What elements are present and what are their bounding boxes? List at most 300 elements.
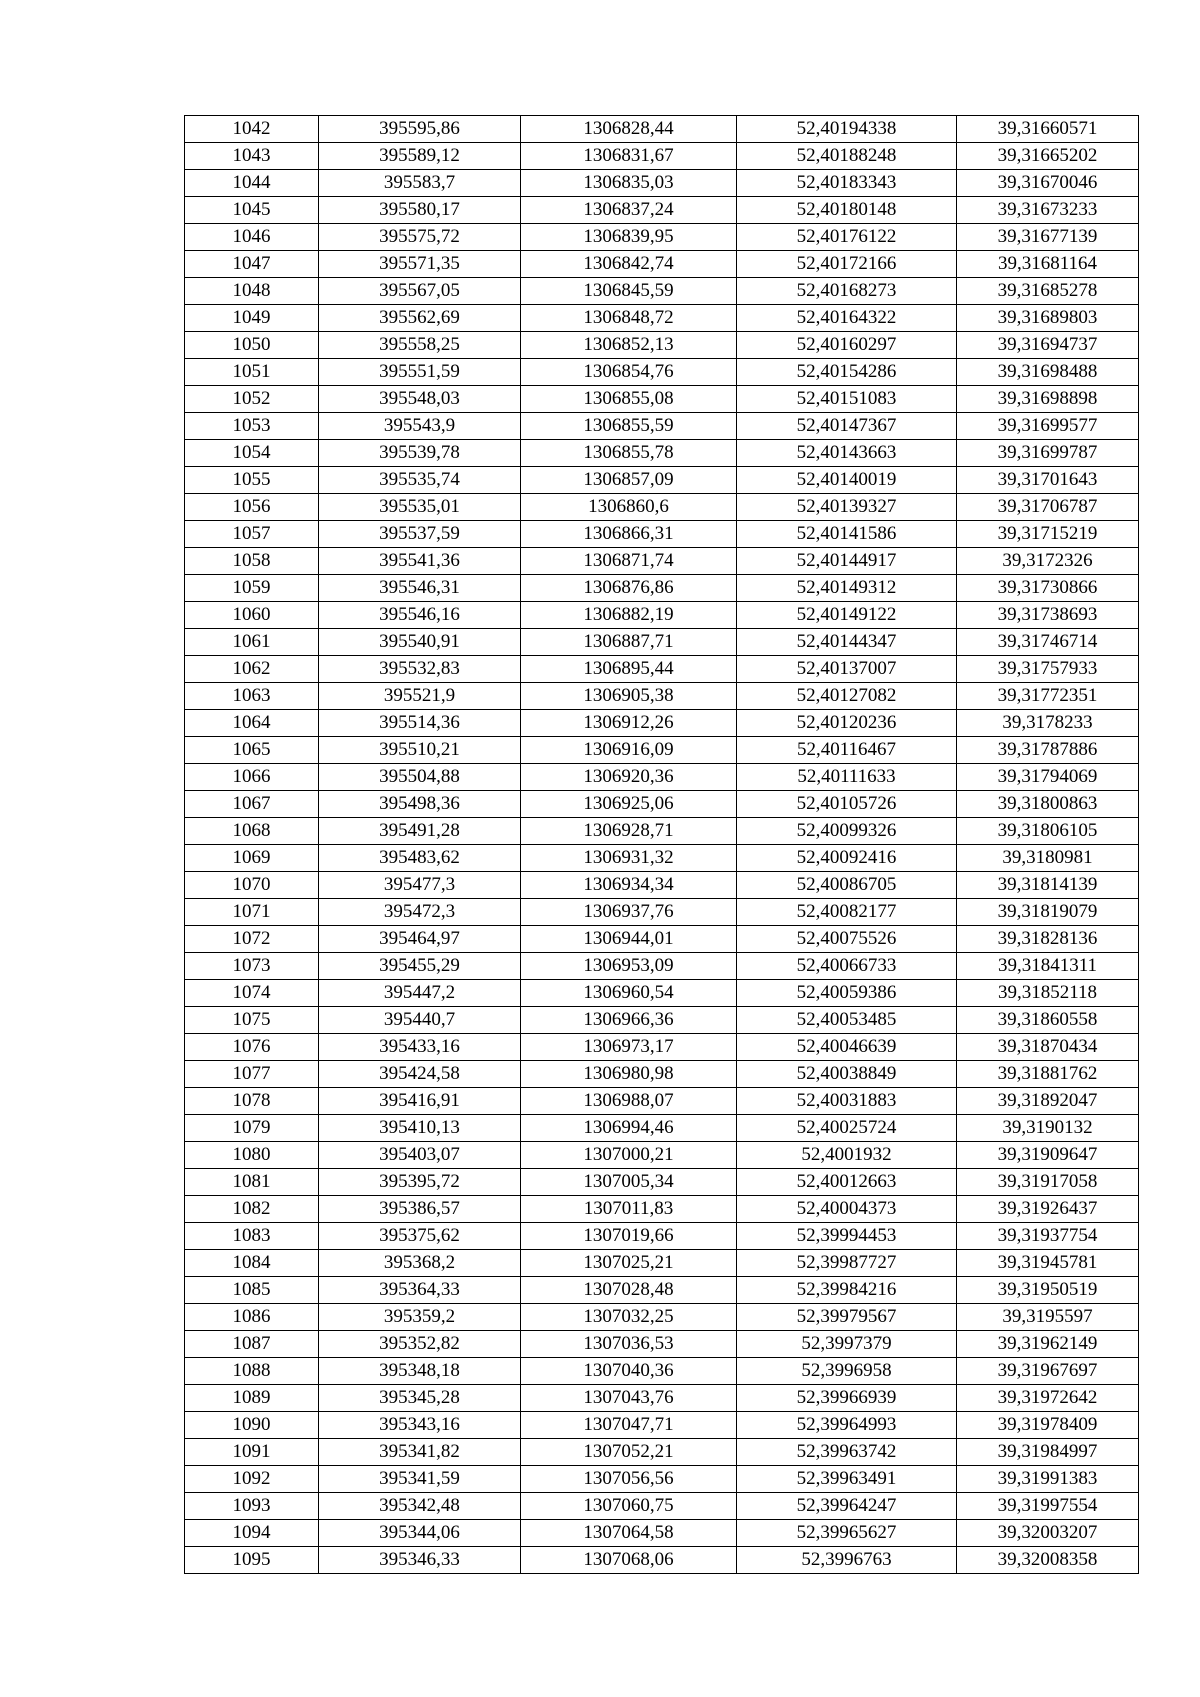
y-coordinate-cell: 1307000,21: [521, 1142, 737, 1169]
latitude-cell: 52,40105726: [737, 791, 957, 818]
longitude-cell: 39,31730866: [957, 575, 1139, 602]
latitude-cell: 52,40168273: [737, 278, 957, 305]
x-coordinate-cell: 395368,2: [319, 1250, 521, 1277]
point-number-cell: 1042: [185, 116, 319, 143]
point-number-cell: 1047: [185, 251, 319, 278]
longitude-cell: 39,31685278: [957, 278, 1139, 305]
latitude-cell: 52,40111633: [737, 764, 957, 791]
longitude-cell: 39,31660571: [957, 116, 1139, 143]
longitude-cell: 39,31892047: [957, 1088, 1139, 1115]
x-coordinate-cell: 395344,06: [319, 1520, 521, 1547]
longitude-cell: 39,31950519: [957, 1277, 1139, 1304]
longitude-cell: 39,31984997: [957, 1439, 1139, 1466]
longitude-cell: 39,31772351: [957, 683, 1139, 710]
latitude-cell: 52,40149312: [737, 575, 957, 602]
longitude-cell: 39,31757933: [957, 656, 1139, 683]
table-row: [185, 521, 1139, 548]
longitude-cell: 39,31701643: [957, 467, 1139, 494]
x-coordinate-cell: 395562,69: [319, 305, 521, 332]
y-coordinate-cell: 1306966,36: [521, 1007, 737, 1034]
longitude-cell: 39,31909647: [957, 1142, 1139, 1169]
longitude-cell: 39,31699787: [957, 440, 1139, 467]
table-row: [185, 791, 1139, 818]
latitude-cell: 52,39963491: [737, 1466, 957, 1493]
table-row: [185, 1412, 1139, 1439]
latitude-cell: 52,40140019: [737, 467, 957, 494]
table-row: [185, 116, 1139, 143]
x-coordinate-cell: 395595,86: [319, 116, 521, 143]
x-coordinate-cell: 395359,2: [319, 1304, 521, 1331]
table-row: [185, 575, 1139, 602]
table-row: [185, 170, 1139, 197]
latitude-cell: 52,40172166: [737, 251, 957, 278]
table-row: [185, 1358, 1139, 1385]
latitude-cell: 52,40120236: [737, 710, 957, 737]
table-row: [185, 737, 1139, 764]
x-coordinate-cell: 395583,7: [319, 170, 521, 197]
y-coordinate-cell: 1307005,34: [521, 1169, 737, 1196]
longitude-cell: 39,31673233: [957, 197, 1139, 224]
point-number-cell: 1077: [185, 1061, 319, 1088]
y-coordinate-cell: 1306960,54: [521, 980, 737, 1007]
table-row: [185, 1331, 1139, 1358]
latitude-cell: 52,40154286: [737, 359, 957, 386]
point-number-cell: 1053: [185, 413, 319, 440]
latitude-cell: 52,40144347: [737, 629, 957, 656]
longitude-cell: 39,31870434: [957, 1034, 1139, 1061]
y-coordinate-cell: 1306871,74: [521, 548, 737, 575]
latitude-cell: 52,40141586: [737, 521, 957, 548]
y-coordinate-cell: 1306953,09: [521, 953, 737, 980]
table-row: [185, 251, 1139, 278]
longitude-cell: 39,3178233: [957, 710, 1139, 737]
table-row: [185, 845, 1139, 872]
x-coordinate-cell: 395532,83: [319, 656, 521, 683]
table-row: [185, 683, 1139, 710]
longitude-cell: 39,32003207: [957, 1520, 1139, 1547]
latitude-cell: 52,40031883: [737, 1088, 957, 1115]
latitude-cell: 52,40194338: [737, 116, 957, 143]
x-coordinate-cell: 395510,21: [319, 737, 521, 764]
y-coordinate-cell: 1306912,26: [521, 710, 737, 737]
table-row: [185, 764, 1139, 791]
point-number-cell: 1044: [185, 170, 319, 197]
coordinates-table-body: [185, 116, 1139, 1574]
table-row: [185, 953, 1139, 980]
longitude-cell: 39,31997554: [957, 1493, 1139, 1520]
longitude-cell: 39,31917058: [957, 1169, 1139, 1196]
y-coordinate-cell: 1306937,76: [521, 899, 737, 926]
table-row: [185, 1223, 1139, 1250]
longitude-cell: 39,31699577: [957, 413, 1139, 440]
point-number-cell: 1080: [185, 1142, 319, 1169]
y-coordinate-cell: 1307040,36: [521, 1358, 737, 1385]
y-coordinate-cell: 1307047,71: [521, 1412, 737, 1439]
point-number-cell: 1068: [185, 818, 319, 845]
point-number-cell: 1061: [185, 629, 319, 656]
x-coordinate-cell: 395535,74: [319, 467, 521, 494]
latitude-cell: 52,40116467: [737, 737, 957, 764]
longitude-cell: 39,31800863: [957, 791, 1139, 818]
y-coordinate-cell: 1306973,17: [521, 1034, 737, 1061]
y-coordinate-cell: 1306855,59: [521, 413, 737, 440]
point-number-cell: 1083: [185, 1223, 319, 1250]
y-coordinate-cell: 1306848,72: [521, 305, 737, 332]
longitude-cell: 39,31715219: [957, 521, 1139, 548]
table-row: [185, 1493, 1139, 1520]
y-coordinate-cell: 1306845,59: [521, 278, 737, 305]
longitude-cell: 39,31681164: [957, 251, 1139, 278]
longitude-cell: 39,31670046: [957, 170, 1139, 197]
table-row: [185, 1547, 1139, 1574]
x-coordinate-cell: 395348,18: [319, 1358, 521, 1385]
longitude-cell: 39,31937754: [957, 1223, 1139, 1250]
x-coordinate-cell: 395345,28: [319, 1385, 521, 1412]
longitude-cell: 39,31841311: [957, 953, 1139, 980]
point-number-cell: 1066: [185, 764, 319, 791]
x-coordinate-cell: 395424,58: [319, 1061, 521, 1088]
latitude-cell: 52,40160297: [737, 332, 957, 359]
latitude-cell: 52,3997379: [737, 1331, 957, 1358]
longitude-cell: 39,3190132: [957, 1115, 1139, 1142]
point-number-cell: 1075: [185, 1007, 319, 1034]
latitude-cell: 52,40164322: [737, 305, 957, 332]
x-coordinate-cell: 395403,07: [319, 1142, 521, 1169]
table-row: [185, 656, 1139, 683]
y-coordinate-cell: 1306831,67: [521, 143, 737, 170]
y-coordinate-cell: 1306887,71: [521, 629, 737, 656]
longitude-cell: 39,31698488: [957, 359, 1139, 386]
x-coordinate-cell: 395341,82: [319, 1439, 521, 1466]
y-coordinate-cell: 1306994,46: [521, 1115, 737, 1142]
coordinates-table: [184, 115, 1139, 1574]
point-number-cell: 1076: [185, 1034, 319, 1061]
point-number-cell: 1088: [185, 1358, 319, 1385]
latitude-cell: 52,4001932: [737, 1142, 957, 1169]
x-coordinate-cell: 395541,36: [319, 548, 521, 575]
y-coordinate-cell: 1306839,95: [521, 224, 737, 251]
longitude-cell: 39,31814139: [957, 872, 1139, 899]
x-coordinate-cell: 395546,16: [319, 602, 521, 629]
y-coordinate-cell: 1307052,21: [521, 1439, 737, 1466]
x-coordinate-cell: 395543,9: [319, 413, 521, 440]
longitude-cell: 39,31746714: [957, 629, 1139, 656]
x-coordinate-cell: 395540,91: [319, 629, 521, 656]
longitude-cell: 39,31787886: [957, 737, 1139, 764]
y-coordinate-cell: 1306934,34: [521, 872, 737, 899]
x-coordinate-cell: 395346,33: [319, 1547, 521, 1574]
point-number-cell: 1059: [185, 575, 319, 602]
longitude-cell: 39,31698898: [957, 386, 1139, 413]
longitude-cell: 39,31860558: [957, 1007, 1139, 1034]
y-coordinate-cell: 1307025,21: [521, 1250, 737, 1277]
y-coordinate-cell: 1306920,36: [521, 764, 737, 791]
table-row: [185, 1169, 1139, 1196]
point-number-cell: 1045: [185, 197, 319, 224]
longitude-cell: 39,3172326: [957, 548, 1139, 575]
table-row: [185, 278, 1139, 305]
latitude-cell: 52,39964993: [737, 1412, 957, 1439]
table-row: [185, 980, 1139, 1007]
y-coordinate-cell: 1307019,66: [521, 1223, 737, 1250]
longitude-cell: 39,31967697: [957, 1358, 1139, 1385]
y-coordinate-cell: 1307060,75: [521, 1493, 737, 1520]
table-row: [185, 1034, 1139, 1061]
point-number-cell: 1049: [185, 305, 319, 332]
x-coordinate-cell: 395342,48: [319, 1493, 521, 1520]
latitude-cell: 52,39966939: [737, 1385, 957, 1412]
longitude-cell: 39,31694737: [957, 332, 1139, 359]
longitude-cell: 39,31677139: [957, 224, 1139, 251]
latitude-cell: 52,40038849: [737, 1061, 957, 1088]
latitude-cell: 52,40183343: [737, 170, 957, 197]
table-row: [185, 710, 1139, 737]
latitude-cell: 52,3996958: [737, 1358, 957, 1385]
table-row: [185, 386, 1139, 413]
point-number-cell: 1052: [185, 386, 319, 413]
y-coordinate-cell: 1306837,24: [521, 197, 737, 224]
point-number-cell: 1051: [185, 359, 319, 386]
latitude-cell: 52,39963742: [737, 1439, 957, 1466]
point-number-cell: 1079: [185, 1115, 319, 1142]
table-row: [185, 1007, 1139, 1034]
point-number-cell: 1086: [185, 1304, 319, 1331]
x-coordinate-cell: 395580,17: [319, 197, 521, 224]
x-coordinate-cell: 395352,82: [319, 1331, 521, 1358]
latitude-cell: 52,40151083: [737, 386, 957, 413]
longitude-cell: 39,32008358: [957, 1547, 1139, 1574]
x-coordinate-cell: 395498,36: [319, 791, 521, 818]
point-number-cell: 1070: [185, 872, 319, 899]
y-coordinate-cell: 1307028,48: [521, 1277, 737, 1304]
point-number-cell: 1062: [185, 656, 319, 683]
x-coordinate-cell: 395464,97: [319, 926, 521, 953]
point-number-cell: 1056: [185, 494, 319, 521]
longitude-cell: 39,31991383: [957, 1466, 1139, 1493]
longitude-cell: 39,3195597: [957, 1304, 1139, 1331]
point-number-cell: 1078: [185, 1088, 319, 1115]
point-number-cell: 1054: [185, 440, 319, 467]
point-number-cell: 1081: [185, 1169, 319, 1196]
y-coordinate-cell: 1306980,98: [521, 1061, 737, 1088]
y-coordinate-cell: 1307068,06: [521, 1547, 737, 1574]
table-row: [185, 413, 1139, 440]
longitude-cell: 39,31794069: [957, 764, 1139, 791]
x-coordinate-cell: 395341,59: [319, 1466, 521, 1493]
x-coordinate-cell: 395546,31: [319, 575, 521, 602]
latitude-cell: 52,40082177: [737, 899, 957, 926]
latitude-cell: 52,40075526: [737, 926, 957, 953]
y-coordinate-cell: 1307056,56: [521, 1466, 737, 1493]
x-coordinate-cell: 395548,03: [319, 386, 521, 413]
latitude-cell: 52,40059386: [737, 980, 957, 1007]
table-row: [185, 1385, 1139, 1412]
latitude-cell: 52,40086705: [737, 872, 957, 899]
x-coordinate-cell: 395386,57: [319, 1196, 521, 1223]
latitude-cell: 52,39984216: [737, 1277, 957, 1304]
x-coordinate-cell: 395395,72: [319, 1169, 521, 1196]
y-coordinate-cell: 1306852,13: [521, 332, 737, 359]
latitude-cell: 52,40099326: [737, 818, 957, 845]
point-number-cell: 1063: [185, 683, 319, 710]
point-number-cell: 1058: [185, 548, 319, 575]
y-coordinate-cell: 1307043,76: [521, 1385, 737, 1412]
latitude-cell: 52,40137007: [737, 656, 957, 683]
point-number-cell: 1092: [185, 1466, 319, 1493]
table-row: [185, 1439, 1139, 1466]
longitude-cell: 39,31828136: [957, 926, 1139, 953]
latitude-cell: 52,40188248: [737, 143, 957, 170]
latitude-cell: 52,40053485: [737, 1007, 957, 1034]
latitude-cell: 52,39979567: [737, 1304, 957, 1331]
x-coordinate-cell: 395343,16: [319, 1412, 521, 1439]
point-number-cell: 1089: [185, 1385, 319, 1412]
latitude-cell: 52,40127082: [737, 683, 957, 710]
latitude-cell: 52,40012663: [737, 1169, 957, 1196]
longitude-cell: 39,31881762: [957, 1061, 1139, 1088]
table-row: [185, 332, 1139, 359]
x-coordinate-cell: 395539,78: [319, 440, 521, 467]
y-coordinate-cell: 1307011,83: [521, 1196, 737, 1223]
point-number-cell: 1094: [185, 1520, 319, 1547]
y-coordinate-cell: 1307036,53: [521, 1331, 737, 1358]
x-coordinate-cell: 395567,05: [319, 278, 521, 305]
latitude-cell: 52,40046639: [737, 1034, 957, 1061]
table-row: [185, 440, 1139, 467]
point-number-cell: 1084: [185, 1250, 319, 1277]
y-coordinate-cell: 1306828,44: [521, 116, 737, 143]
point-number-cell: 1055: [185, 467, 319, 494]
point-number-cell: 1072: [185, 926, 319, 953]
latitude-cell: 52,39964247: [737, 1493, 957, 1520]
longitude-cell: 39,31706787: [957, 494, 1139, 521]
latitude-cell: 52,40025724: [737, 1115, 957, 1142]
point-number-cell: 1090: [185, 1412, 319, 1439]
y-coordinate-cell: 1306916,09: [521, 737, 737, 764]
y-coordinate-cell: 1306895,44: [521, 656, 737, 683]
x-coordinate-cell: 395535,01: [319, 494, 521, 521]
y-coordinate-cell: 1306866,31: [521, 521, 737, 548]
point-number-cell: 1071: [185, 899, 319, 926]
x-coordinate-cell: 395440,7: [319, 1007, 521, 1034]
y-coordinate-cell: 1306944,01: [521, 926, 737, 953]
longitude-cell: 39,31852118: [957, 980, 1139, 1007]
longitude-cell: 39,31806105: [957, 818, 1139, 845]
point-number-cell: 1057: [185, 521, 319, 548]
table-row: [185, 1115, 1139, 1142]
x-coordinate-cell: 395575,72: [319, 224, 521, 251]
point-number-cell: 1043: [185, 143, 319, 170]
y-coordinate-cell: 1307064,58: [521, 1520, 737, 1547]
longitude-cell: 39,31819079: [957, 899, 1139, 926]
table-row: [185, 1520, 1139, 1547]
latitude-cell: 52,40176122: [737, 224, 957, 251]
table-row: [185, 1142, 1139, 1169]
x-coordinate-cell: 395521,9: [319, 683, 521, 710]
longitude-cell: 39,31945781: [957, 1250, 1139, 1277]
table-row: [185, 197, 1139, 224]
x-coordinate-cell: 395375,62: [319, 1223, 521, 1250]
latitude-cell: 52,40147367: [737, 413, 957, 440]
y-coordinate-cell: 1306931,32: [521, 845, 737, 872]
table-row: [185, 1088, 1139, 1115]
latitude-cell: 52,40066733: [737, 953, 957, 980]
y-coordinate-cell: 1306855,78: [521, 440, 737, 467]
x-coordinate-cell: 395491,28: [319, 818, 521, 845]
table-row: [185, 305, 1139, 332]
point-number-cell: 1093: [185, 1493, 319, 1520]
latitude-cell: 52,40092416: [737, 845, 957, 872]
table-row: [185, 1196, 1139, 1223]
point-number-cell: 1087: [185, 1331, 319, 1358]
x-coordinate-cell: 395551,59: [319, 359, 521, 386]
latitude-cell: 52,40004373: [737, 1196, 957, 1223]
x-coordinate-cell: 395504,88: [319, 764, 521, 791]
latitude-cell: 52,39965627: [737, 1520, 957, 1547]
point-number-cell: 1069: [185, 845, 319, 872]
table-row: [185, 1466, 1139, 1493]
x-coordinate-cell: 395455,29: [319, 953, 521, 980]
x-coordinate-cell: 395416,91: [319, 1088, 521, 1115]
y-coordinate-cell: 1306860,6: [521, 494, 737, 521]
x-coordinate-cell: 395571,35: [319, 251, 521, 278]
point-number-cell: 1065: [185, 737, 319, 764]
table-row: [185, 629, 1139, 656]
table-row: [185, 926, 1139, 953]
x-coordinate-cell: 395514,36: [319, 710, 521, 737]
latitude-cell: 52,39994453: [737, 1223, 957, 1250]
y-coordinate-cell: 1306854,76: [521, 359, 737, 386]
point-number-cell: 1073: [185, 953, 319, 980]
table-row: [185, 899, 1139, 926]
x-coordinate-cell: 395433,16: [319, 1034, 521, 1061]
table-row: [185, 1304, 1139, 1331]
x-coordinate-cell: 395364,33: [319, 1277, 521, 1304]
y-coordinate-cell: 1306876,86: [521, 575, 737, 602]
table-row: [185, 818, 1139, 845]
x-coordinate-cell: 395483,62: [319, 845, 521, 872]
longitude-cell: 39,31972642: [957, 1385, 1139, 1412]
y-coordinate-cell: 1306928,71: [521, 818, 737, 845]
point-number-cell: 1046: [185, 224, 319, 251]
point-number-cell: 1082: [185, 1196, 319, 1223]
y-coordinate-cell: 1306988,07: [521, 1088, 737, 1115]
latitude-cell: 52,40139327: [737, 494, 957, 521]
latitude-cell: 52,40149122: [737, 602, 957, 629]
table-row: [185, 548, 1139, 575]
latitude-cell: 52,3996763: [737, 1547, 957, 1574]
longitude-cell: 39,31962149: [957, 1331, 1139, 1358]
y-coordinate-cell: 1306857,09: [521, 467, 737, 494]
y-coordinate-cell: 1306882,19: [521, 602, 737, 629]
y-coordinate-cell: 1307032,25: [521, 1304, 737, 1331]
table-row: [185, 602, 1139, 629]
table-row: [185, 359, 1139, 386]
x-coordinate-cell: 395589,12: [319, 143, 521, 170]
latitude-cell: 52,40144917: [737, 548, 957, 575]
point-number-cell: 1091: [185, 1439, 319, 1466]
longitude-cell: 39,31689803: [957, 305, 1139, 332]
table-row: [185, 872, 1139, 899]
latitude-cell: 52,40143663: [737, 440, 957, 467]
x-coordinate-cell: 395558,25: [319, 332, 521, 359]
table-row: [185, 494, 1139, 521]
point-number-cell: 1074: [185, 980, 319, 1007]
longitude-cell: 39,31665202: [957, 143, 1139, 170]
x-coordinate-cell: 395410,13: [319, 1115, 521, 1142]
point-number-cell: 1060: [185, 602, 319, 629]
y-coordinate-cell: 1306925,06: [521, 791, 737, 818]
